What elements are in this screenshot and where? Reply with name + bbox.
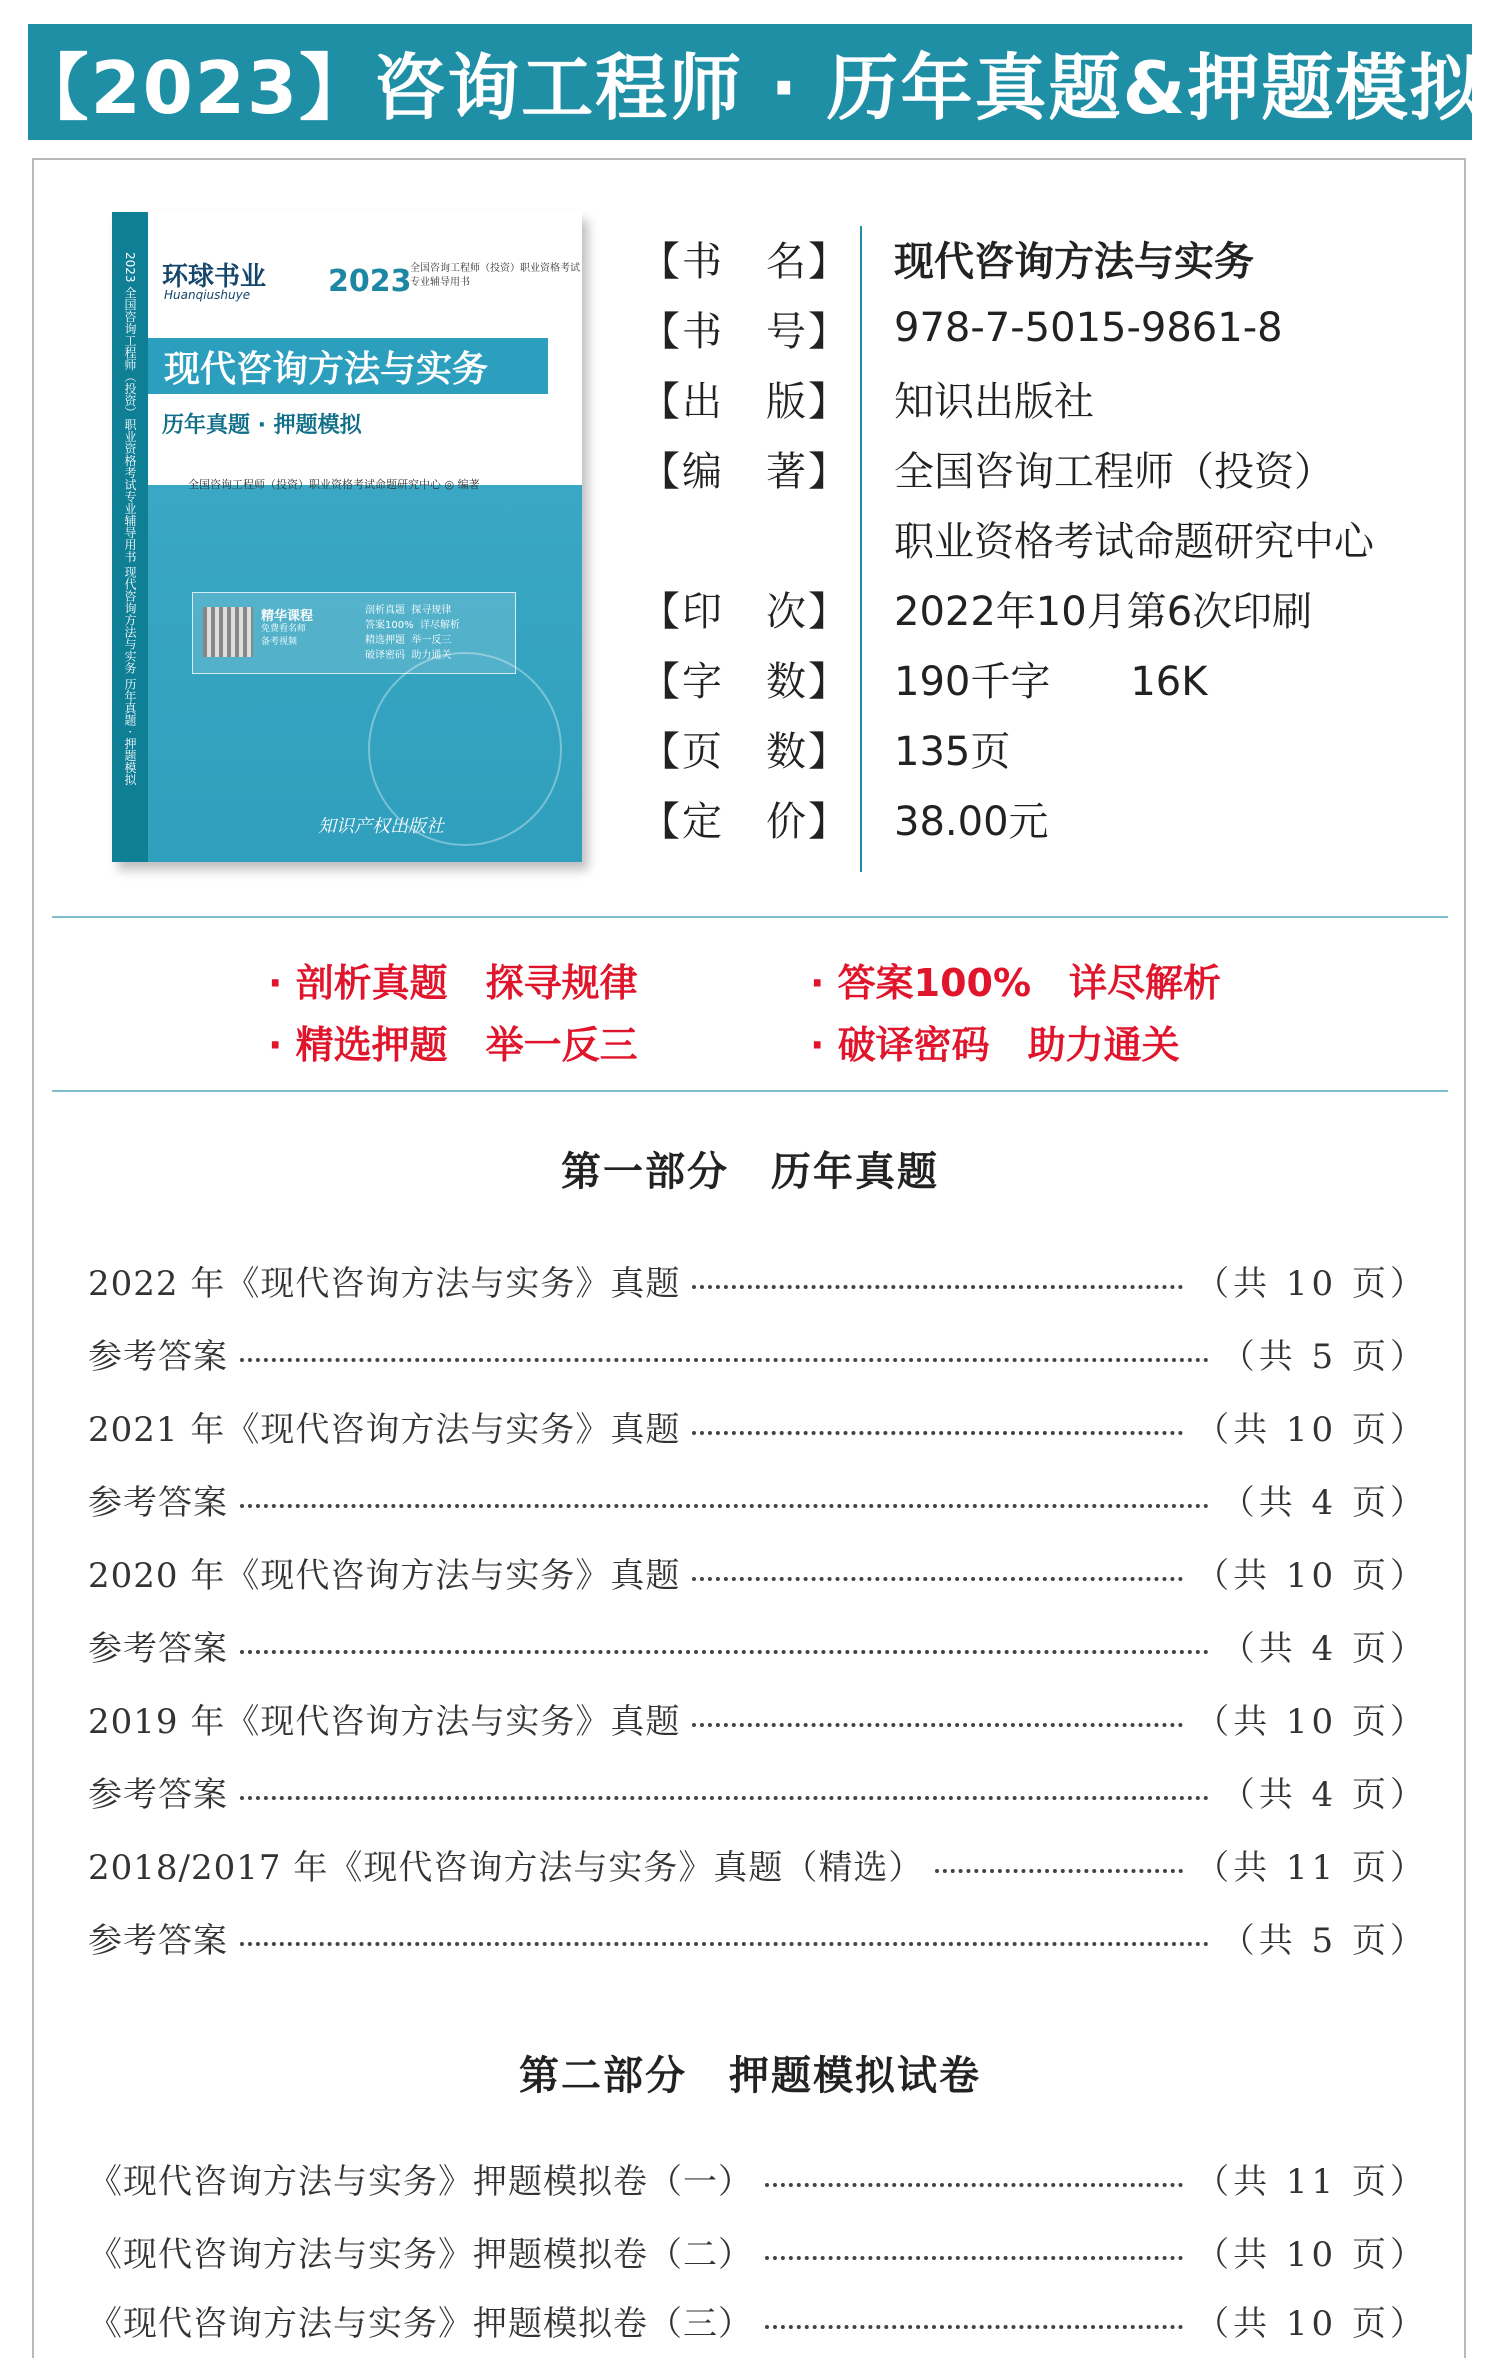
info-value: 全国咨询工程师（投资）: [894, 448, 1334, 495]
toc-leader: [240, 1490, 1209, 1508]
toc-name: 2021 年《现代咨询方法与实务》真题: [88, 1409, 681, 1450]
info-row-title: [640, 228, 1254, 288]
toc-pages: （共 4 页）: [1220, 1628, 1428, 1669]
spine-text: 2023 全国咨询工程师（投资）职业资格考试专业辅导用书 现代咨询方法与实务 历年真题 · 押题模拟: [123, 252, 137, 786]
toc-pages: （共 10 页）: [1195, 2234, 1428, 2275]
slogan-1: · 剖析真题 探寻规律: [268, 961, 638, 1005]
toc-leader: [935, 1855, 1183, 1873]
toc-row: [88, 1842, 1428, 1886]
qr-code-icon: [203, 607, 253, 657]
toc-name: 2019 年《现代咨询方法与实务》真题: [88, 1701, 681, 1742]
toc-leader: [765, 2242, 1183, 2260]
toc-row: [88, 2156, 1428, 2200]
toc-pages: （共 11 页）: [1195, 1847, 1428, 1888]
toc-row: [88, 2229, 1428, 2273]
toc-row: [88, 1258, 1428, 1302]
toc-pages: （共 4 页）: [1220, 1482, 1428, 1523]
cover-series: 全国咨询工程师（投资）职业资格考试专业辅导用书: [410, 263, 580, 288]
info-value: 知识出版社: [894, 378, 1094, 425]
toc-row: [88, 1550, 1428, 1594]
info-label: 【出 版】: [640, 378, 850, 425]
toc-name: 2022 年《现代咨询方法与实务》真题: [88, 1263, 681, 1304]
cover-subtitle: 历年真题 · 押题模拟: [162, 413, 362, 438]
toc-pages: （共 10 页）: [1195, 1409, 1428, 1450]
info-label: 【定 价】: [640, 798, 850, 845]
cover-publisher: 知识产权出版社: [318, 816, 444, 837]
toc-row: [88, 1696, 1428, 1740]
toc-row: [88, 1769, 1428, 1813]
course-slogans: 剖析真题 探寻规律 答案100% 详尽解析 精选押题 举一反三 破译密码 助力通关: [365, 605, 460, 661]
toc-name: 《现代咨询方法与实务》押题模拟卷（一）: [88, 2161, 753, 2202]
info-row-author: [640, 438, 1334, 498]
info-value: 978-7-5015-9861-8: [894, 305, 1283, 351]
info-row-pages: [640, 718, 1011, 778]
info-row-printing: [640, 578, 1313, 638]
publisher-logo-sub: Huanqiushuye: [164, 288, 251, 302]
toc-leader: [692, 1417, 1183, 1435]
toc-leader: [692, 1563, 1183, 1581]
info-value: 135页: [894, 728, 1011, 775]
toc-leader: [240, 1928, 1209, 1946]
info-value: 2022年10月第6次印刷: [894, 588, 1313, 635]
info-row-price: [640, 788, 1049, 848]
toc-row: [88, 1623, 1428, 1667]
cover-front: [148, 212, 582, 862]
toc-name: 2020 年《现代咨询方法与实务》真题: [88, 1555, 681, 1596]
toc-name: 参考答案: [88, 1920, 228, 1961]
info-label: 【书 号】: [640, 308, 850, 355]
toc-pages: （共 10 页）: [1195, 1263, 1428, 1304]
toc-row: [88, 1404, 1428, 1448]
info-row-author-cont: [640, 508, 1374, 568]
info-row-word-count: [640, 648, 1208, 708]
toc-pages: （共 11 页）: [1195, 2161, 1428, 2202]
info-label: 【编 著】: [640, 448, 850, 495]
toc-name: 参考答案: [88, 1774, 228, 1815]
divider-bottom: [52, 1090, 1448, 1092]
toc-name: 参考答案: [88, 1482, 228, 1523]
toc-row: [88, 1477, 1428, 1521]
publisher-logo: 环球书业: [162, 262, 267, 292]
toc-leader: [692, 1709, 1183, 1727]
toc-row: [88, 1331, 1428, 1375]
cover-year: 2023: [328, 264, 412, 299]
toc-leader: [692, 1271, 1183, 1289]
slogan-2: · 答案100% 详尽解析: [810, 961, 1222, 1005]
info-divider: [860, 226, 862, 872]
slogan-4: · 破译密码 助力通关: [810, 1023, 1180, 1067]
book-cover: [112, 212, 582, 862]
toc-pages: （共 10 页）: [1195, 2303, 1428, 2344]
info-label: 【印 次】: [640, 588, 850, 635]
toc-leader: [765, 2169, 1183, 2187]
toc-pages: （共 4 页）: [1220, 1774, 1428, 1815]
toc-name: 参考答案: [88, 1628, 228, 1669]
toc-leader: [240, 1782, 1209, 1800]
toc-row: [88, 2298, 1428, 2342]
toc-pages: （共 5 页）: [1220, 1920, 1428, 1961]
page-banner: 【2023】咨询工程师 · 历年真题&押题模拟: [28, 24, 1472, 140]
book-spine: [112, 212, 148, 862]
cover-title: 现代咨询方法与实务: [148, 338, 548, 394]
toc-leader: [240, 1636, 1209, 1654]
toc-pages: （共 10 页）: [1195, 1701, 1428, 1742]
info-value: 现代咨询方法与实务: [894, 238, 1254, 285]
part1-title: 第一部分 历年真题: [561, 1149, 939, 1195]
info-value: 38.00元: [894, 798, 1049, 845]
info-label: 【书 名】: [640, 238, 850, 285]
toc-name: 《现代咨询方法与实务》押题模拟卷（二）: [88, 2234, 753, 2275]
info-row-isbn: [640, 298, 1283, 358]
info-label: 【页 数】: [640, 728, 850, 775]
toc-name: 参考答案: [88, 1336, 228, 1377]
course-tag: 精华课程: [261, 609, 314, 624]
toc-name: 2018/2017 年《现代咨询方法与实务》真题（精选）: [88, 1847, 924, 1888]
slogan-3: · 精选押题 举一反三: [268, 1023, 638, 1067]
toc-leader: [765, 2311, 1183, 2329]
toc-row: [88, 1915, 1428, 1959]
cover-author: 全国咨询工程师（投资）职业资格考试命题研究中心 ◎ 编著: [188, 478, 480, 491]
course-note: 免费看名师 备考视频: [261, 624, 307, 647]
toc-name: 《现代咨询方法与实务》押题模拟卷（三）: [88, 2303, 753, 2344]
info-value: 190千字 16K: [894, 658, 1208, 705]
toc-pages: （共 10 页）: [1195, 1555, 1428, 1596]
toc-pages: （共 5 页）: [1220, 1336, 1428, 1377]
info-row-publisher: [640, 368, 1094, 428]
info-value: 职业资格考试命题研究中心: [894, 518, 1374, 565]
part2-title: 第二部分 押题模拟试卷: [519, 2053, 981, 2099]
toc-leader: [240, 1344, 1209, 1362]
info-label: 【字 数】: [640, 658, 850, 705]
divider-top: [52, 916, 1448, 918]
